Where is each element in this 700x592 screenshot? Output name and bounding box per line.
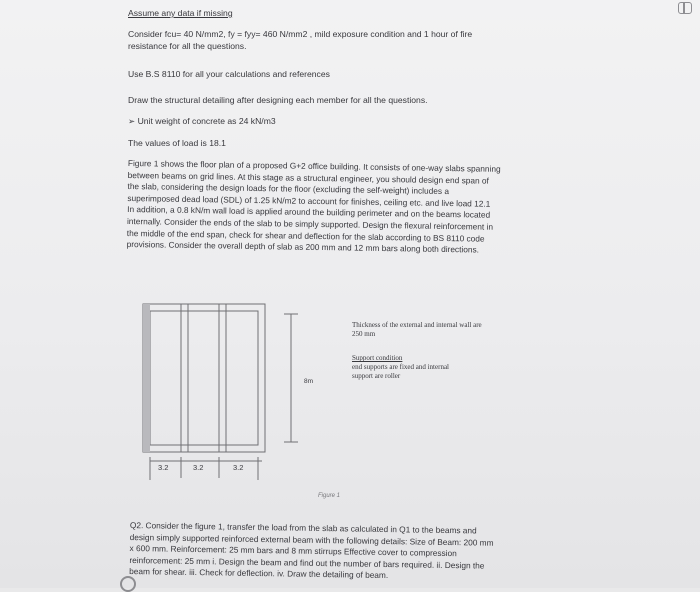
support-note-1: end supports are fixed and internal — [352, 363, 449, 371]
assume-line: Assume any data if missing — [128, 8, 233, 18]
paragraph-line: provisions. Consider the overall depth of slab as 200 mm and 12 mm bars along both directions. — [126, 239, 480, 255]
paragraph-line: superimposed dead load (SDL) of 1.25 kN/m2 to account for finishes, ceiling etc. and live load 12.1 — [127, 192, 491, 209]
q2-line: x 600 mm. Reinforcement: 25 mm bars and 8 mm stirrups Effective cover to compression — [129, 543, 457, 559]
paragraph-line: In addition, a 0.8 kN/m wall load is applied around the building perimeter and on the beams located — [127, 204, 491, 221]
paragraph-line: the slab, considering the design loads for the floor (excluding the self-weight) includes a — [127, 181, 450, 197]
paragraph-line: the middle of the end span, check for shear and deflection for the slab according to BS 8110 code — [126, 227, 485, 244]
arrow-bullet-icon: ➢ — [128, 116, 136, 126]
dim-label-3: 3.2 — [233, 463, 244, 472]
consider-line-1: Consider fcu= 40 N/mm2, fy = fyy= 460 N/mm2 , mild exposure condition and 1 hour of fire — [128, 29, 473, 39]
scroll-handle-icon[interactable] — [120, 576, 136, 592]
paragraph-line: between beams on grid lines. At this stage as a structural engineer, you should design end span of — [127, 169, 489, 186]
dim-label-2: 3.2 — [193, 463, 204, 472]
q2-line: design simply supported reinforced external beam with the following details: Size of Beam: 200 mm — [129, 531, 494, 548]
plan-inner-wall — [150, 311, 258, 445]
q2-line: Q2. Consider the figure 1, transfer the load from the slab as calculated in Q1 to the beams and — [129, 520, 477, 536]
dim-label-1: 3.2 — [158, 463, 169, 472]
use-bs-line: Use B.S 8110 for all your calculations and references — [128, 69, 330, 79]
paragraph-line: internally. Consider the ends of the slab to be simply supported. Design the flexural reinforcement in — [126, 215, 494, 232]
unit-weight-text: Unit weight of concrete as 24 kN/m3 — [137, 116, 276, 126]
values-load-line: The values of load is 18.1 — [128, 138, 226, 148]
figure-caption: Figure 1 — [318, 493, 341, 499]
q2-line: reinforcement: 25 mm i. Design the beam and find out the number of bars required. ii. Design the — [129, 554, 485, 571]
draw-line: Draw the structural detailing after designing each member for all the questions. — [128, 95, 428, 105]
height-label: 8m — [304, 378, 314, 385]
support-title: Support condition — [352, 354, 403, 362]
thickness-note-1: Thickness of the external and internal wall are — [352, 321, 482, 329]
q2-paragraph — [129, 520, 494, 584]
paragraph-line: Figure 1 shows the floor plan of a proposed G+2 office building. It consists of one-way slabs spanning — [127, 158, 501, 174]
q2-line: beam for shear. iii. Check for deflection. iv. Draw the detailing of beam. — [129, 566, 389, 581]
consider-line-2: resistance for all the questions. — [128, 41, 247, 51]
support-note-2: support are roller — [352, 372, 401, 380]
thickness-note-2: 250 mm — [352, 330, 376, 338]
plan-outer-wall — [143, 304, 265, 452]
